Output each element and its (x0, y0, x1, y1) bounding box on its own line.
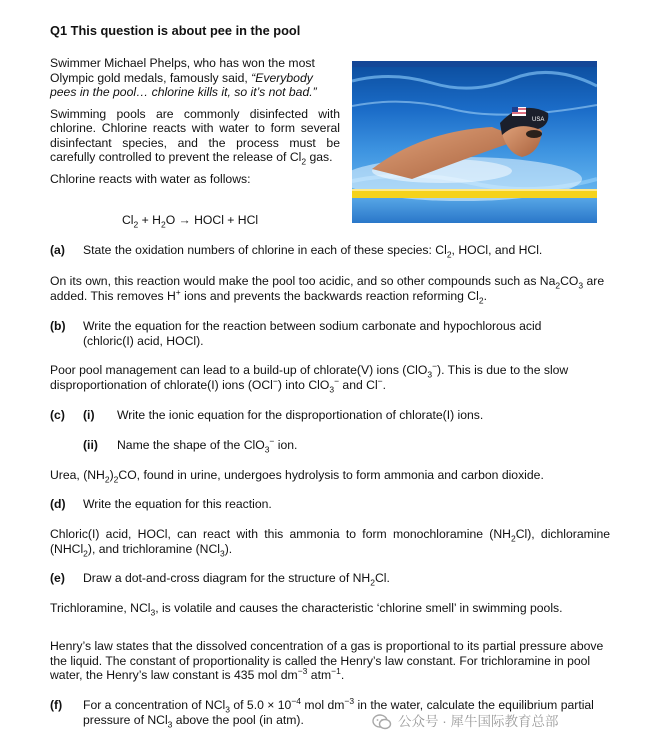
question-c-ii: (ii) Name the shape of the ClO$_3$− ion. (83, 435, 298, 455)
paragraph-urea: Urea, $(NH_2)_2CO$, found in urine, undergoes hydrolysis to form ammonia and carbon dioxide. (50, 468, 544, 485)
paragraph-sodium-carbonate: On its own, this reaction would make the pool too acidic, and so other compounds such as $Na_2CO_3$ are added. This removes H+ ions and prevents the backwards reaction reforming $Cl_2$. (50, 274, 605, 305)
wechat-icon (372, 713, 392, 731)
cap-text: USA (532, 117, 545, 123)
question-e: (e) Draw a dot-and-cross diagram for the structure of $NH_2Cl$. (50, 571, 390, 588)
phelps-quote: “Everybody pees in the pool… chlorine kills it, so it’s not bad.” (50, 70, 317, 99)
question-c-i: (c) (i) Write the ionic equation for the disproportionation of chlorate(I) ions. (50, 408, 484, 422)
intro-paragraph-1: Swimmer Michael Phelps, who has won the most Olympic gold medals, famously said, “Everybody pees in the pool… chlorine kills it, so it’s not bad.” (50, 56, 317, 99)
question-b: (b) Write the equation for the reaction between sodium carbonate and hypochlorous acid (chloric(I) acid, HOCl). (50, 319, 542, 348)
chlorine-water-equation: $Cl_2 + H_2O$ → HOCl + HCl (122, 213, 259, 230)
intro-paragraph-3: Chlorine reacts with water as follows: (50, 171, 251, 186)
watermark-text: 公众号 · 犀牛国际教育总部 (398, 713, 559, 729)
paragraph-chlorate: Poor pool management can lead to a build-up of chlorate(V) ions (ClO$_3$−). This is due to the slow disproportionation of chlorate(I) ions (OCl−) into ClO$_3$− and Cl−. (50, 360, 569, 394)
question-title: Q1 This question is about pee in the pool (50, 23, 301, 38)
paragraph-chloramines: Chloric(I) acid, HOCl, can react with this ammonia to form monochloramine $(NH_2Cl)$, dichloramine (NHCl$_2$), and trichloramine (NCl$_3$). (50, 527, 611, 558)
question-a: (a) State the oxidation numbers of chlorine in each of these species: $Cl_2$, HOCl, and HCl. (50, 243, 543, 260)
intro-text (50, 56, 340, 193)
paragraph-trichloramine: Trichloramine, NCl$_3$, is volatile and causes the characteristic ‘chlorine smell’ in swimming pools. (50, 601, 563, 618)
paragraph-henrys-law: Henry’s law states that the dissolved concentration of a gas is proportional to its partial pressure above the liquid. The constant of proportionality is called the Henry’s law constant. For trichloramine in pool water, the Henry’s law constant is 435 mol $dm^{-3}$ atm$^{-1}$. (50, 639, 604, 682)
question-d: (d) Write the equation for this reaction. (50, 497, 272, 511)
swimmer-photo (352, 61, 597, 223)
swimmer-illustration (352, 61, 597, 223)
intro-paragraph-2: Swimming pools are commonly disinfected with chlorine. Chlorine reacts with water to form several disinfectant species, and the process must be carefully controlled to prevent the release of $Cl_2$ gas. (50, 106, 340, 167)
watermark (372, 713, 559, 731)
question-f: (f) For a concentration of NCl$_3$ of $5.0 \times 10^{-4}$ mol $dm^{-3}$ in the water, calculate the equilibrium partial pressure of NCl$_3$ above the pool (in atm). (50, 695, 594, 729)
